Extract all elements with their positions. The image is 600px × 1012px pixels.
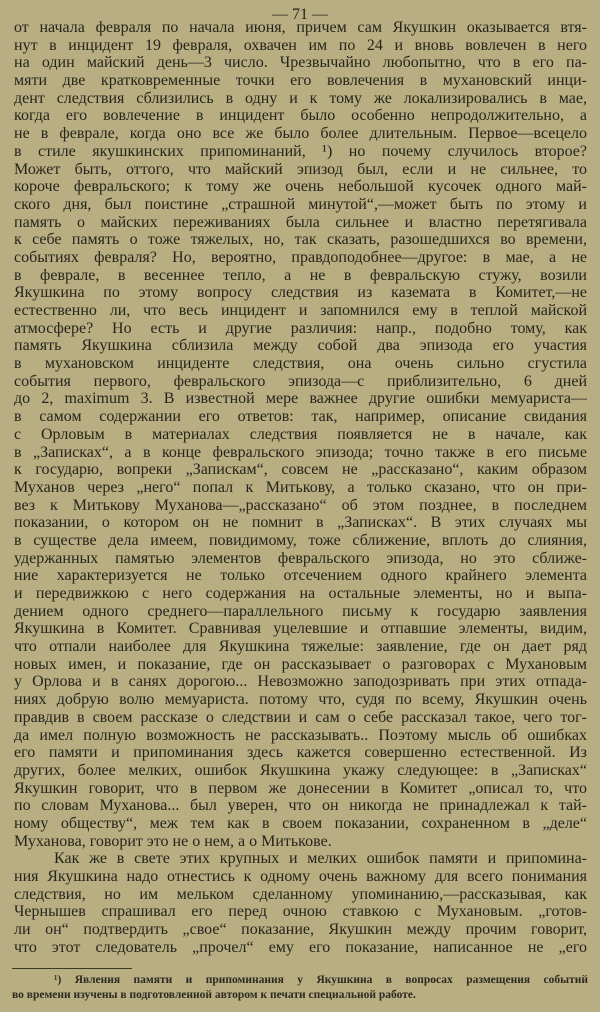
text-line: атмосфере? Но есть и другие различия: напр., подобно тому, как bbox=[14, 319, 587, 337]
text-line: Как же в свете этих крупных и мелких ошибок памяти и припомина- bbox=[54, 850, 587, 868]
text-line: в „Записках“, а в конце февральского эпизода; точно также в его письме bbox=[14, 443, 587, 461]
footnote-line: ¹) Явления памяти и припоминания у Якушкина в вопросах размещения событий bbox=[54, 974, 588, 986]
text-line: от начала февраля по начала июня, причем сам Якушкин оказывается втя- bbox=[14, 19, 587, 36]
text-line: ниях добрую волю мемуариста. потому что, судя по всему, Якушкин очень bbox=[14, 691, 587, 709]
text-line: память о майских переживаниях была сильнее и властно перетягивала bbox=[14, 213, 587, 231]
footnotes bbox=[12, 973, 588, 1002]
text-line: у Орлова и в санях дорогою... Невозможно заподозривать при этих отпада- bbox=[14, 673, 587, 691]
text-line: дением одного среднего—параллельного письму к государю заявления bbox=[14, 602, 587, 620]
text-line: Якушкин говорит, что в первом же донесении в Комитет „описал то, что bbox=[14, 779, 587, 797]
text-line: короче февральского; к тому же очень небольшой кусочек одного май- bbox=[14, 178, 587, 196]
text-line: следствия, но им мельком сделанному упоминанию,—рассказывая, как bbox=[14, 885, 587, 903]
text-line: правдив в своем рассказе о следствии и сам о себе рассказал такое, чего тог- bbox=[14, 708, 587, 726]
text-line: Чернышев спрашивал его перед очною ставкою с Мухановым. „готов- bbox=[14, 903, 587, 921]
text-line: ли он“ подтвердить „свое“ показание, Якушкин между прочим говорит, bbox=[14, 921, 587, 939]
text-line: показании, о котором он не помнит в „Записках“. В этих случаях мы bbox=[14, 514, 587, 532]
text-line: в стиле якушкинских припоминаний, ¹) но почему случилось второе? bbox=[14, 142, 587, 160]
text-line: что отпали наиболее для Якушкина тяжелые: заявление, где он дает ряд bbox=[14, 638, 587, 656]
text-line: дент следствия сблизились в одну и к тому же локализировались в мае, bbox=[14, 89, 587, 107]
text-line: Может быть, оттого, что майский эпизод был, если и не сильнее, то bbox=[14, 160, 587, 178]
text-line: в мухановском инциденте следствия, она очень сильно сгустила bbox=[14, 355, 587, 373]
text-line: естественно ли, что весь инцидент и запомнился ему в теплой майской bbox=[14, 302, 587, 319]
text-line: ному обществу“, меж тем как в своем показании, сохраненном в „деле“ bbox=[14, 814, 587, 832]
text-line: нут в инцидент 19 февраля, охвачен им по 24 и вновь вовлечен в него bbox=[14, 36, 587, 54]
text-line: с Орловым в материалах следствия появляется не в начале, как bbox=[14, 425, 587, 443]
text-line: удержанных памятью элементов февральского эпизода, но это сближе- bbox=[14, 549, 587, 567]
text-line: в самом содержании его ответов: так, например, описание свидания bbox=[14, 408, 587, 426]
text-line: в существе дела имеем, повидимому, тоже сближение, вплоть до слияния, bbox=[14, 531, 587, 549]
text-line: вез к Митькову Муханова—„рассказано“ об этом позднее, в последнем bbox=[14, 496, 587, 514]
text-line: событиях февраля? Но, вероятно, правдоподобнее—другое: в мае, а не bbox=[14, 248, 587, 266]
text-line: что этот следователь „прочел“ ему его показание, написанное не „его bbox=[14, 938, 587, 956]
text-line: по словам Муханова... был уверен, что он никогда не принадлежал к тай- bbox=[14, 797, 587, 815]
footnote-line: во времени изучены в подготовленной автором к печати специальной работе. bbox=[12, 988, 416, 1001]
page-number: — 71 — bbox=[272, 6, 328, 23]
body-text bbox=[14, 19, 587, 956]
text-line: ского дня, был поистине „страшной минутой“,—может быть по этому и bbox=[14, 195, 587, 213]
text-line: ния Якушкина надо отнестись к одному очень важному для всего понимания bbox=[14, 868, 587, 885]
text-line: Якушкина по этому вопросу следствия из каземата в Комитет,—не bbox=[14, 284, 587, 302]
text-line: и передвижкою с него содержания на остальные элементы, но и выпа- bbox=[14, 585, 587, 602]
text-line: к государю, вопреки „Запискам“, совсем не „рассказано“, каким образом bbox=[14, 461, 587, 479]
text-line: да имел полную возможность не рассказывать.. Поэтому мысль об ошибках bbox=[14, 726, 587, 744]
text-line: его памяти и припоминания здесь кажется совершенно естественной. Из bbox=[14, 744, 587, 762]
text-line: события первого, февральского эпизода—с приблизительно, 6 дней bbox=[14, 372, 587, 390]
text-line: ние характеризуется не только отсечением одного крайнего элемента bbox=[14, 567, 587, 585]
text-line: когда его вовлечение в инцидент было особенно непродолжительно, а bbox=[14, 107, 587, 125]
text-line: Якушкина в Комитет. Сравнивая уцелевшие и отпавшие элементы, видим, bbox=[14, 620, 587, 638]
text-line: память Якушкина сблизила между собой два эпизода его участия bbox=[14, 337, 587, 355]
text-line: в феврале, в весеннее тепло, а не в февральскую стужу, возили bbox=[14, 266, 587, 284]
text-line: на один майский день—3 число. Чрезвычайно любопытно, что в его па- bbox=[14, 54, 587, 72]
footnote-divider bbox=[12, 968, 132, 969]
text-line: других, более мелких, ошибок Якушкина укажу следующее: в „Записках“ bbox=[14, 761, 587, 779]
text-line: новых имен, и показание, где он рассказывает о разговорах с Мухановым bbox=[14, 655, 587, 673]
text-line: Муханов через „него“ попал к Митькову, а только сказано, что он при- bbox=[14, 478, 587, 496]
text-line: мяти две кратковременные точки его вовлечения в мухановский инци- bbox=[14, 72, 587, 90]
text-line: к себе память о тоже тяжелых, но, так сказать, разошедшихся во времени, bbox=[14, 231, 587, 249]
text-line: до 2, maximum 3. В известной мере важнее другие ошибки мемуариста— bbox=[14, 390, 587, 408]
text-line: Муханова, говорит это не о нем, а о Митькове. bbox=[14, 832, 332, 850]
text-line: не в феврале, когда оно все же было более длительным. Первое—всецело bbox=[14, 125, 587, 143]
